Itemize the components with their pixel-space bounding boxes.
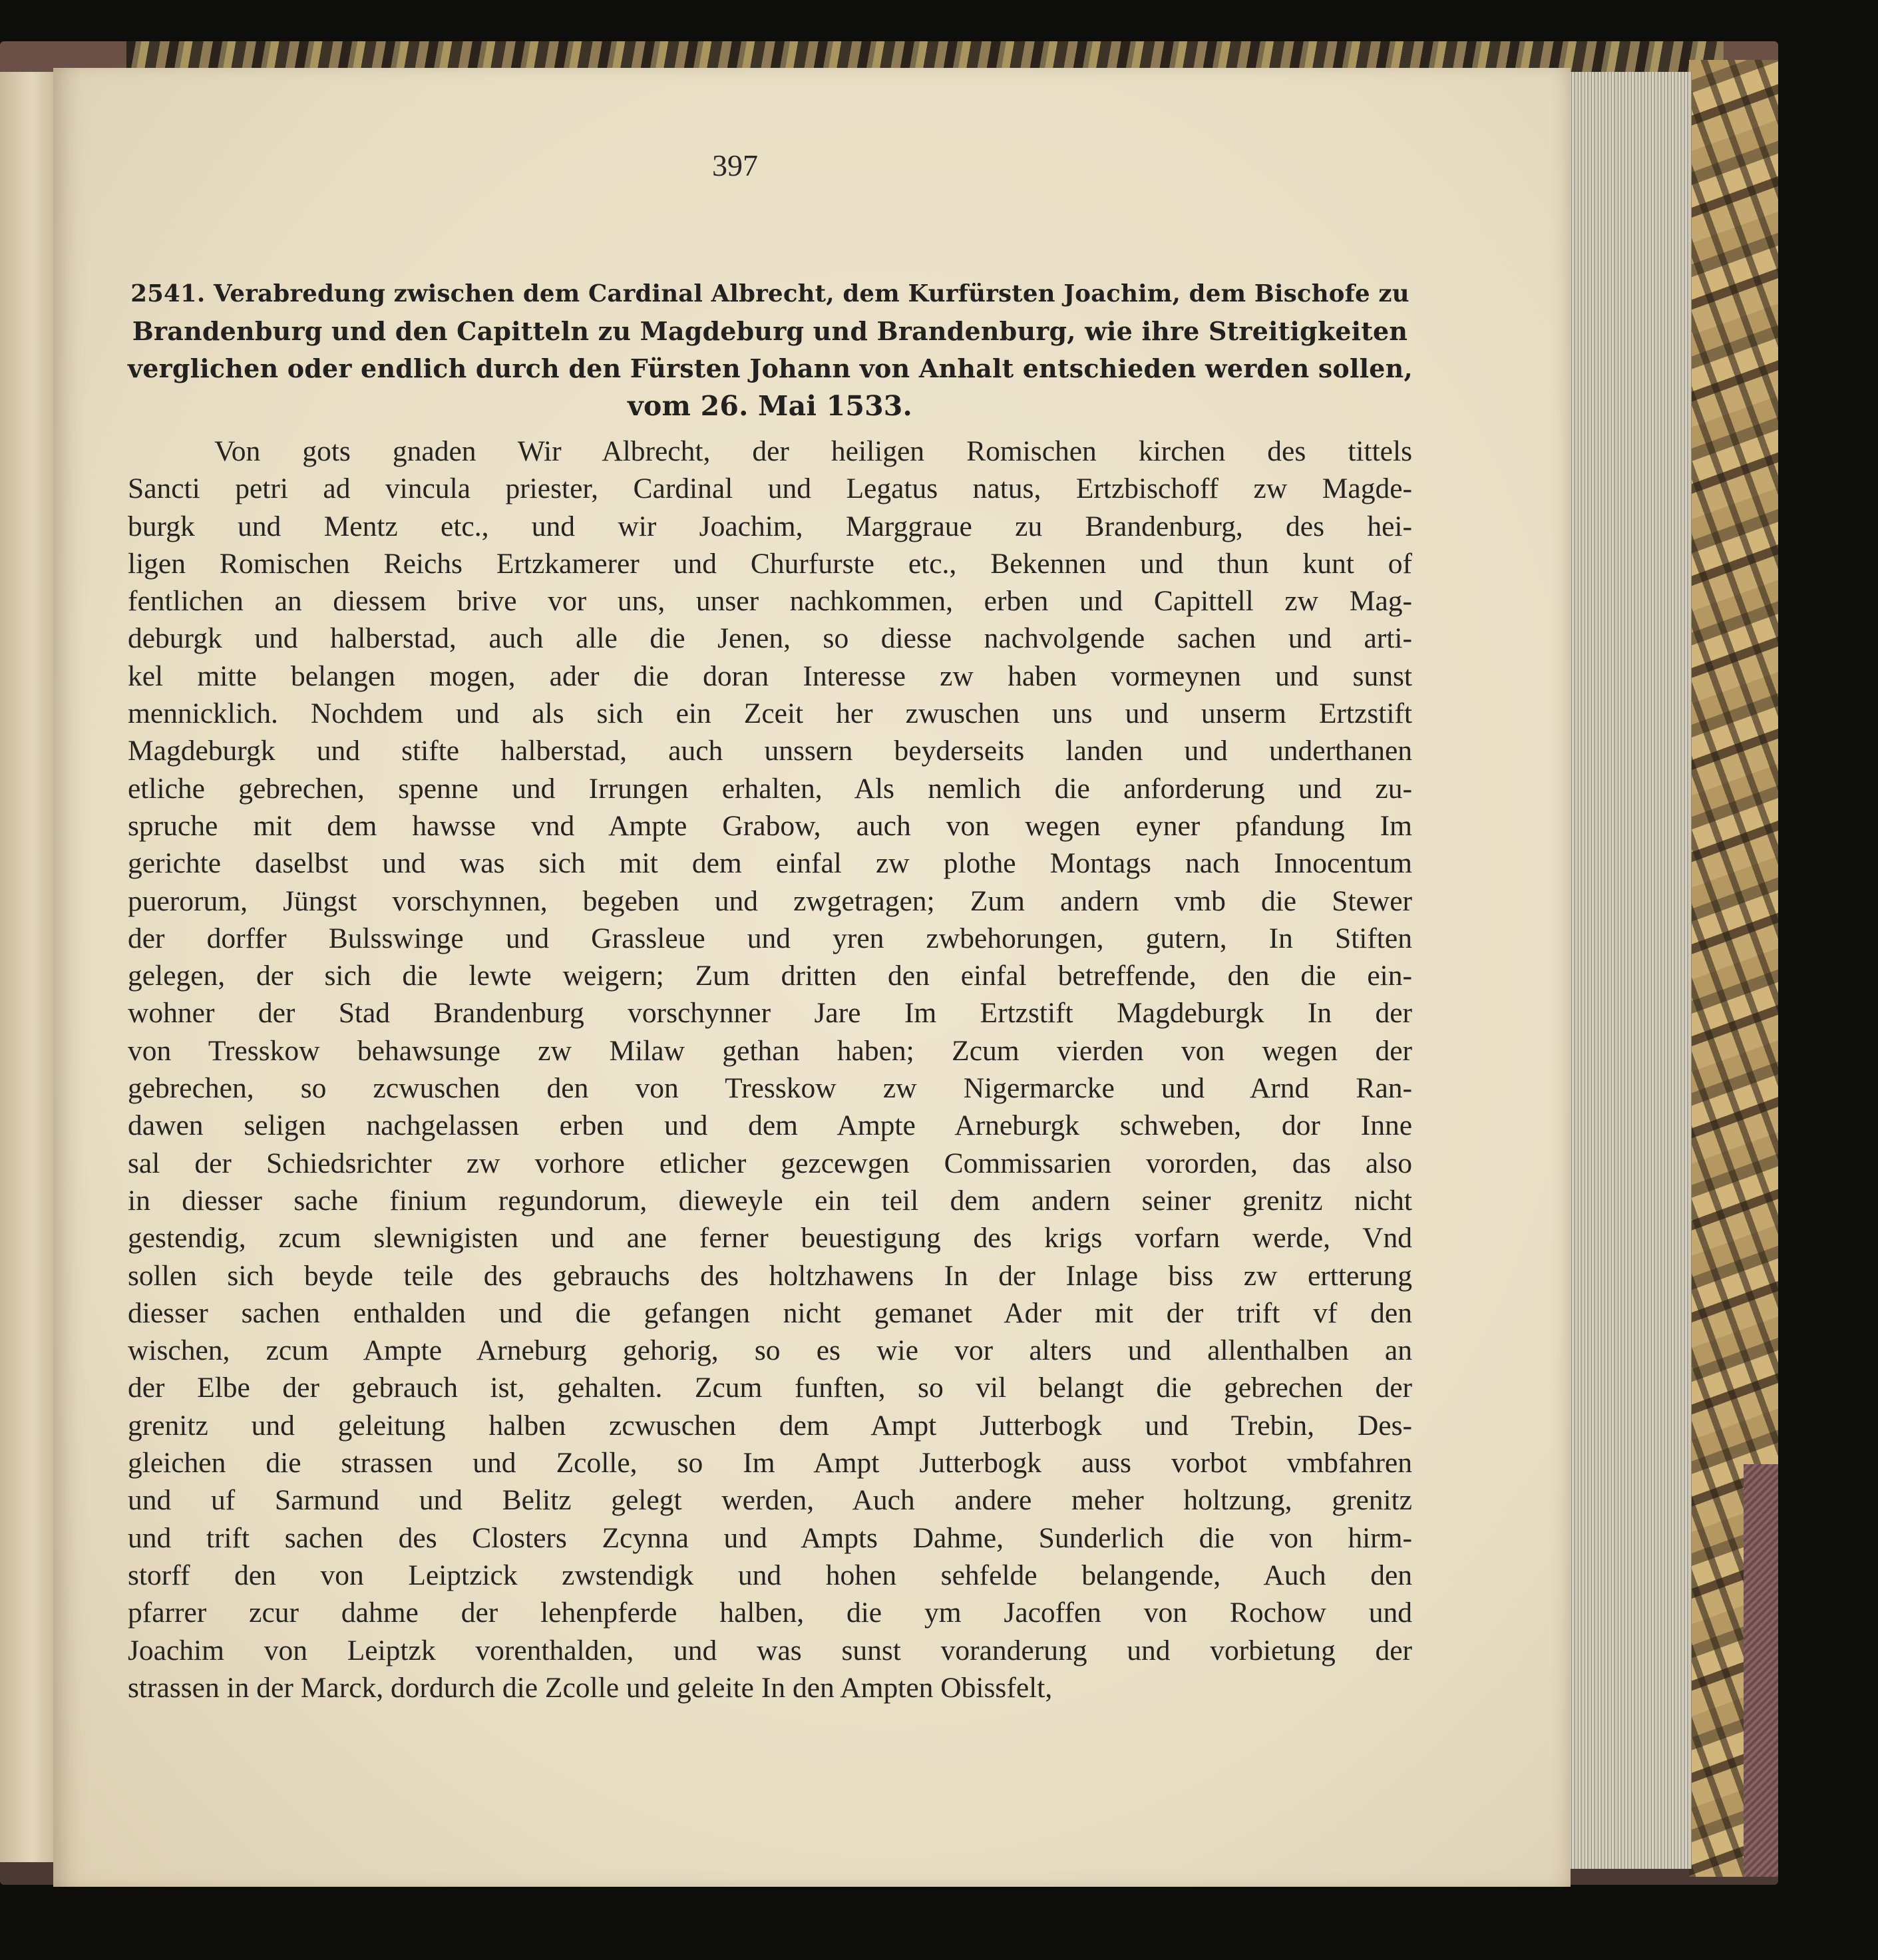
facing-page-edge: [0, 72, 53, 1862]
text-line: Sancti petri ad vincula priester, Cardinal und Legatus natus, Ertzbischoff zw Magde-: [128, 473, 1412, 505]
heading-line: verglichen oder endlich durch den Fürsten Johann von Anhalt entschieden werden sollen,: [128, 353, 1413, 383]
text-line: fentlichen an diessem brive vor uns, unser nachkommen, erben und Capittell zw Mag-: [128, 585, 1412, 618]
text-line: ligen Romischen Reichs Ertzkamerer und Churfurste etc., Bekennen und thun kunt of: [128, 547, 1412, 580]
text-line: gleichen die strassen und Zcolle, so Im Ampt Jutterbogk auss vorbot vmbfahren: [128, 1447, 1412, 1479]
text-line: gestendig, zcum slewnigisten und ane ferner beuestigung des krigs vorfarn werde, Vnd: [128, 1222, 1412, 1255]
text-line: wohner der Stad Brandenburg vorschynner Jare Im Ertzstift Magdeburgk In der: [128, 997, 1412, 1030]
page-number: 397: [712, 148, 758, 182]
text-line: storff den von Leiptzick zwstendigk und hohen sehfelde belangende, Auch den: [128, 1559, 1412, 1591]
text-line: sollen sich beyde teile des gebrauchs des holtzhawens In der Inlage biss zw ertterung: [128, 1259, 1412, 1292]
text-line: pfarrer zcur dahme der lehenpferde halben, die ym Jacoffen von Rochow und: [128, 1597, 1412, 1629]
text-line: gelegen, der sich die lewte weigern; Zum dritten den einfal betreffende, den die ein-: [128, 960, 1412, 992]
text-line: burgk und Mentz etc., und wir Joachim, Marggraue zu Brandenburg, des hei-: [128, 510, 1412, 542]
book-page: [53, 68, 1571, 1887]
text-line: wischen, zcum Ampte Arneburg gehorig, so es wie vor alters und allenthalben an: [128, 1334, 1412, 1367]
heading-line: vom 26. Mai 1533.: [627, 390, 912, 422]
text-line: der Elbe der gebrauch ist, gehalten. Zcum funften, so vil belangt die gebrechen der: [128, 1372, 1412, 1404]
text-line: Von gots gnaden Wir Albrecht, der heiligen Romischen kirchen des tittels: [214, 435, 1412, 467]
text-line: strassen in der Marck, dordurch die Zcolle und geleite In den Ampten Obissfelt,: [128, 1671, 1053, 1704]
text-line: kel mitte belangen mogen, ader die doran Interesse zw haben vormeynen und sunst: [128, 660, 1412, 692]
text-line: mennicklich. Nochdem und als sich ein Zceit her zwuschen uns und unserm Ertzstift: [128, 697, 1412, 730]
text-line: grenitz und geleitung halben zcwuschen dem Ampt Jutterbogk und Trebin, Des-: [128, 1409, 1412, 1442]
cloth-spine-corner: [1744, 1464, 1778, 1877]
text-line: puerorum, Jüngst vorschynnen, begeben und zwgetragen; Zum andern vmb die Stewer: [128, 884, 1412, 917]
heading-line: Brandenburg und den Capitteln zu Magdeburg und Brandenburg, wie ihre Streitigkeiten: [132, 316, 1408, 346]
text-line: Joachim von Leiptzk vorenthalden, und was sunst voranderung und vorbietung der: [128, 1634, 1412, 1666]
text-line: in diesser sache finium regundorum, dieweyle ein teil dem andern seiner grenitz nicht: [128, 1184, 1412, 1217]
text-line: etliche gebrechen, spenne und Irrungen erhalten, Als nemlich die anforderung und zu-: [128, 772, 1412, 805]
text-line: gebrechen, so zcwuschen den von Tresskow zw Nigermarcke und Arnd Ran-: [128, 1072, 1412, 1105]
text-line: dawen seligen nachgelassen erben und dem Ampte Arneburgk schweben, dor Inne: [128, 1109, 1412, 1142]
body-text: [128, 433, 1412, 1706]
text-line: sal der Schiedsrichter zw vorhore etlicher gezcewgen Commissarien vororden, das also: [128, 1147, 1412, 1179]
text-line: von Tresskow behawsunge zw Milaw gethan haben; Zcum vierden von wegen der: [128, 1034, 1412, 1067]
text-line: diesser sachen enthalden und die gefangen nicht gemanet Ader mit der trift vf den: [128, 1296, 1412, 1329]
text-line: und trift sachen des Closters Zcynna und Ampts Dahme, Sunderlich die von hirm-: [128, 1521, 1412, 1554]
text-line: spruche mit dem hawsse vnd Ampte Grabow, auch von wegen eyner pfandung Im: [128, 809, 1412, 842]
text-line: gerichte daselbst und was sich mit dem einfal zw plothe Montags nach Innocentum: [128, 847, 1412, 880]
page-block-edges: [1565, 72, 1692, 1869]
text-line: der dorffer Bulsswinge und Grassleue und yren zwbehorungen, gutern, In Stiften: [128, 922, 1412, 954]
text-line: deburgk und halberstad, auch alle die Jenen, so diesse nachvolgende sachen und arti-: [128, 622, 1412, 655]
heading-line: 2541. Verabredung zwischen dem Cardinal Albrecht, dem Kurfürsten Joachim, dem Bischofe zu: [130, 280, 1409, 307]
document-heading: [128, 276, 1412, 425]
text-line: Magdeburgk und stifte halberstad, auch unssern beyderseits landen und underthanen: [128, 735, 1412, 767]
text-line: und uf Sarmund und Belitz gelegt werden, Auch andere meher holtzung, grenitz: [128, 1484, 1412, 1517]
